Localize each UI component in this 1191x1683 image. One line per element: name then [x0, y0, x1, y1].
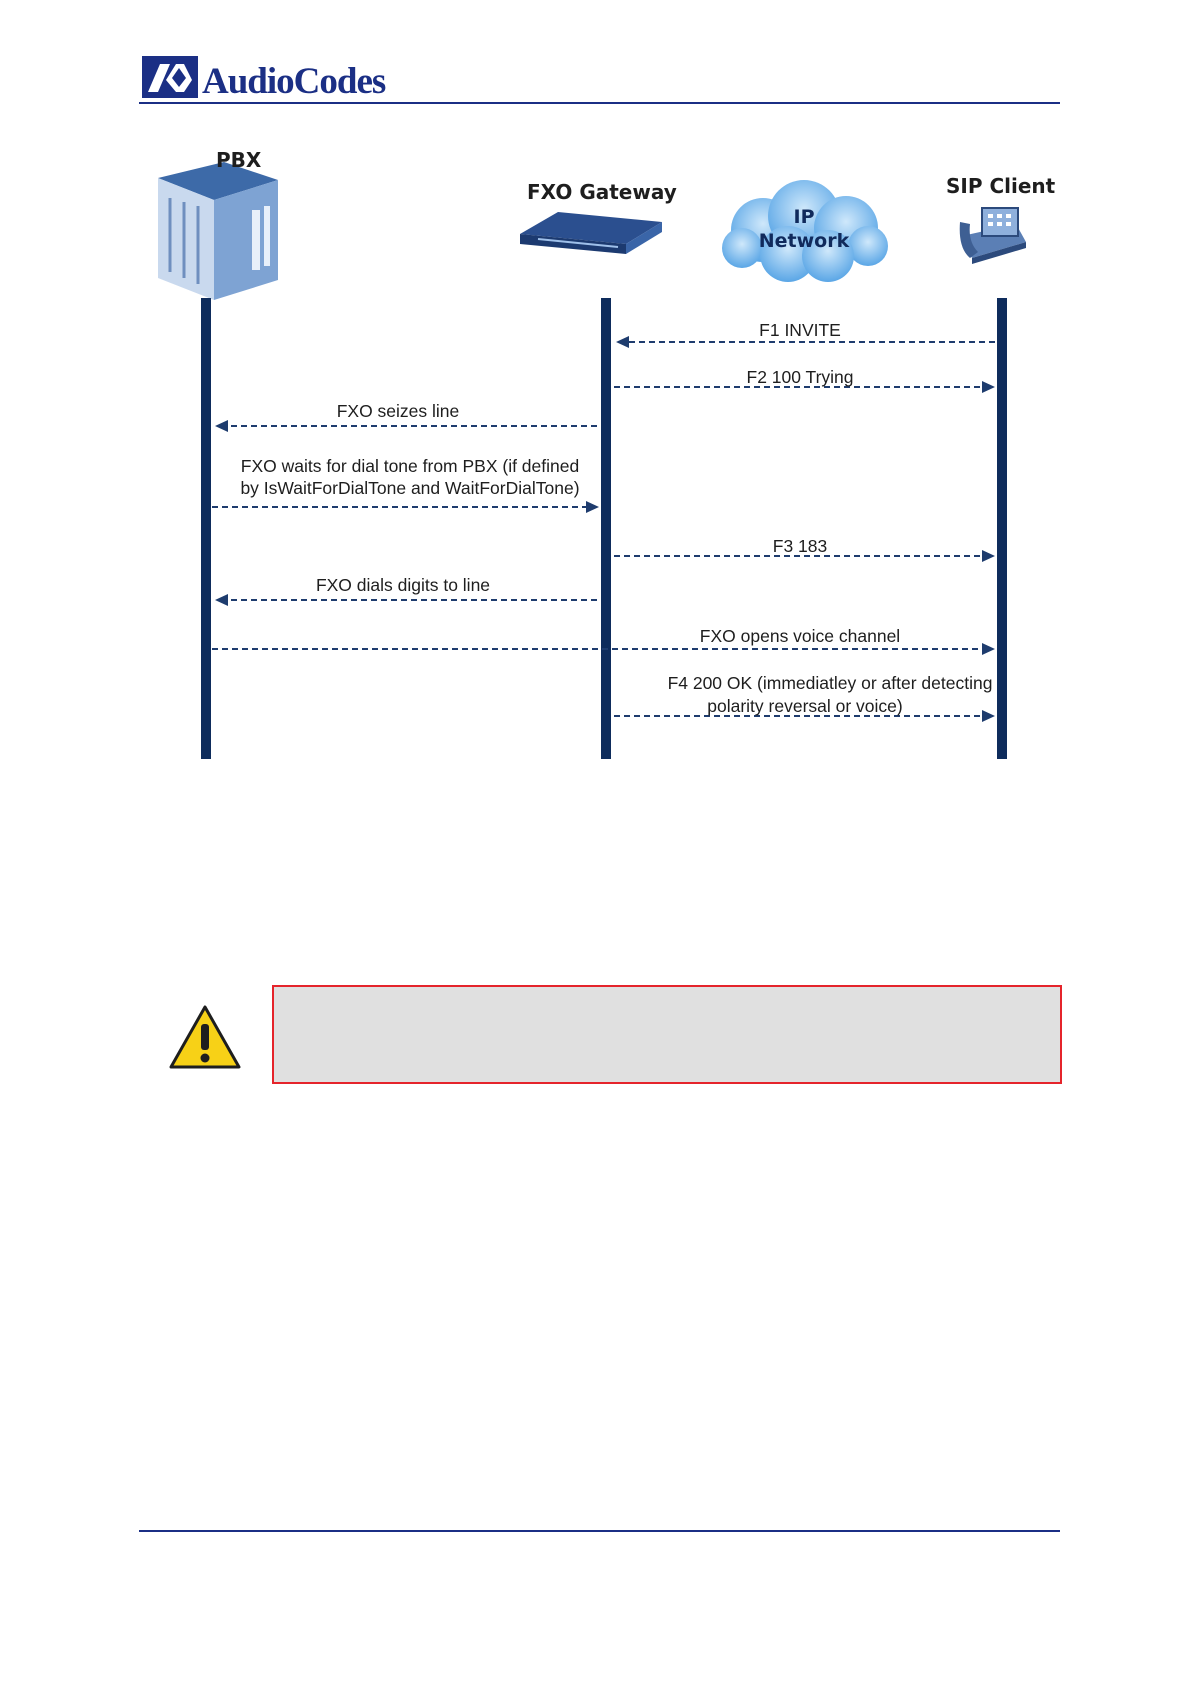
arrowhead-seizes [215, 420, 228, 432]
gateway-label: FXO Gateway [527, 180, 677, 204]
ip-network-label-line1: IP [793, 206, 815, 228]
message-label-fxo-opens: FXO opens voice channel [699, 626, 901, 646]
message-label-fxo-dials: FXO dials digits to line [315, 575, 491, 595]
sip-client-label: SIP Client [946, 174, 1056, 198]
message-label-f1: F1 INVITE [759, 320, 841, 340]
message-label-f4-line1: F4 200 OK (immediatley or after detecting [667, 673, 993, 693]
message-label-fxo-waits-line1: FXO waits for dial tone from PBX (if defined [240, 456, 580, 476]
arrowhead-waits [586, 501, 599, 513]
arrowhead-f4 [982, 710, 995, 722]
message-label-f4-line2: polarity reversal or voice) [707, 696, 903, 716]
message-label-f3: F3 183 [772, 536, 828, 556]
brand-name: AudioCodes [202, 61, 386, 102]
arrowhead-f1 [616, 336, 629, 348]
message-label-fxo-seizes: FXO seizes line [336, 401, 460, 421]
pbx-label: PBX [216, 148, 262, 172]
warning-icon [168, 1004, 242, 1070]
footer-rule [139, 1530, 1060, 1532]
warning-note-box [272, 985, 1062, 1084]
message-label-fxo-waits-line2: by IsWaitForDialTone and WaitForDialTone) [240, 478, 580, 498]
arrowhead-f2 [982, 381, 995, 393]
arrowhead-f3 [982, 550, 995, 562]
warning-note-text [274, 987, 1060, 1015]
message-label-f2: F2 100 Trying [746, 367, 854, 387]
arrowhead-voice [982, 643, 995, 655]
ip-network-label-line2: Network [758, 230, 850, 252]
arrowhead-dials [215, 594, 228, 606]
